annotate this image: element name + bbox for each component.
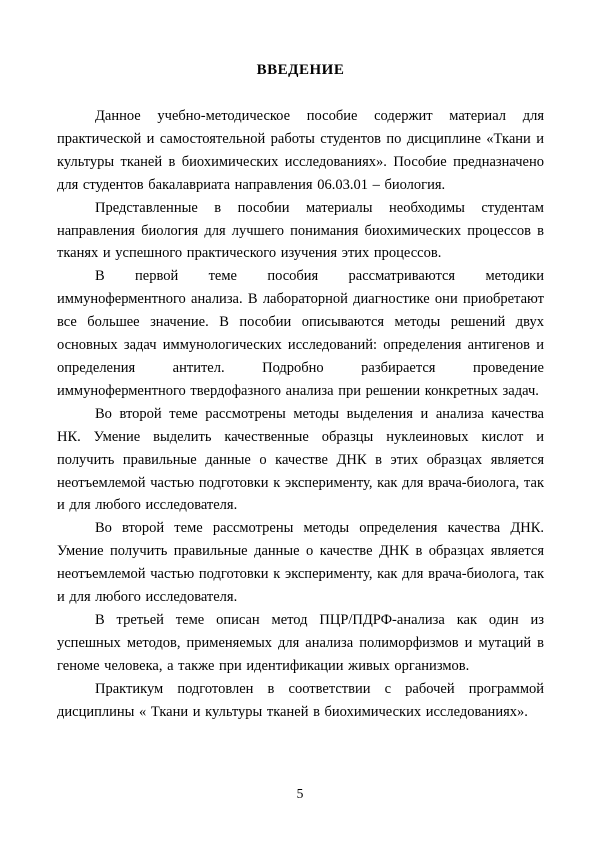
page-number: 5: [296, 786, 304, 801]
paragraph-topic-two-dnk: Во второй теме рассмотрены методы определения качества ДНК. Умение получить правильные данные о качестве ДНК в образцах является неотъемлемой частью подготовки к эксперименту, как для врача-биолога, так и для любого исследователя.: [57, 520, 544, 606]
page-title: ВВЕДЕНИЕ: [256, 62, 345, 78]
paragraph-topic-three: В третьей теме описан метод ПЦР/ПДРФ-анализа как один из успешных методов, применяемых для анализа полиморфизмов и мутаций в геноме человека, а также при идентификации живых организмов.: [57, 611, 544, 674]
paragraph-materials-need: Представленные в пособии материалы необходимы студентам направления биология для лучшего понимания биохимических процессов в тканях и успешного практического изучения этих процессов.: [57, 199, 544, 262]
paragraph-intro-purpose: Данное учебно-методическое пособие содержит материал для практической и самостоятельной работы студентов по дисциплине «Ткани и культуры тканей в биохимических исследованиях». Пособие предназначено для студентов бакалавриата направления 06.03.01 – биология.: [57, 108, 544, 193]
paragraph-topic-two-nk: Во второй теме рассмотрены методы выделения и анализа качества НК. Умение выделить качественные образцы нуклеиновых кислот и получить правильные данные о качестве ДНК в этих образцах является неотъемлемой частью подготовки к эксперименту, как для врача-биолога, так и для любого исследователя.: [57, 405, 544, 514]
paragraph-topic-one: В первой теме пособия рассматриваются методики иммуноферментного анализа. В лабораторной диагностике они приобретают все большее значение. В пособии описываются методы решений двух основных задач иммунологических исследований: определения антигенов и определения антител. Подробно разбирается проведение иммуноферментного твердофазного анализа при решении конкретных задач.: [57, 268, 544, 399]
document-content: [57, 62, 544, 723]
paragraph-conclusion: Практикум подготовлен в соответствии с рабочей программой дисциплины « Ткани и культуры тканей в биохимических исследованиях».: [57, 680, 544, 720]
